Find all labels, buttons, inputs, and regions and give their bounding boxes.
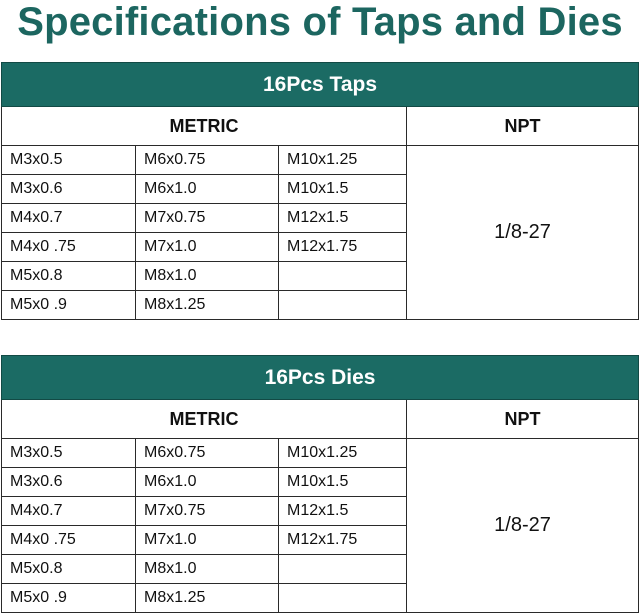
metric-size-cell: M4x0.7 bbox=[2, 204, 136, 233]
metric-header: METRIC bbox=[2, 107, 407, 146]
metric-size-cell: M8x1.0 bbox=[136, 262, 279, 291]
metric-size-cell: M7x1.0 bbox=[136, 233, 279, 262]
metric-size-cell: M4x0 .75 bbox=[2, 526, 136, 555]
metric-size-cell: M10x1.5 bbox=[279, 175, 407, 204]
empty-cell bbox=[279, 584, 407, 613]
metric-size-cell: M7x1.0 bbox=[136, 526, 279, 555]
dies-banner: 16Pcs Dies bbox=[2, 356, 639, 400]
metric-size-cell: M6x0.75 bbox=[136, 439, 279, 468]
empty-cell bbox=[279, 555, 407, 584]
metric-size-cell: M3x0.6 bbox=[2, 468, 136, 497]
metric-size-cell: M12x1.75 bbox=[279, 526, 407, 555]
metric-size-cell: M3x0.6 bbox=[2, 175, 136, 204]
metric-size-cell: M4x0 .75 bbox=[2, 233, 136, 262]
metric-size-cell: M6x1.0 bbox=[136, 468, 279, 497]
empty-cell bbox=[279, 291, 407, 320]
metric-size-cell: M12x1.5 bbox=[279, 497, 407, 526]
npt-size-cell: 1/8-27 bbox=[407, 439, 639, 613]
metric-size-cell: M6x1.0 bbox=[136, 175, 279, 204]
empty-cell bbox=[279, 262, 407, 291]
metric-size-cell: M12x1.75 bbox=[279, 233, 407, 262]
metric-size-cell: M5x0 .9 bbox=[2, 291, 136, 320]
dies-spec-table bbox=[1, 355, 639, 613]
metric-size-cell: M7x0.75 bbox=[136, 497, 279, 526]
metric-size-cell: M10x1.25 bbox=[279, 146, 407, 175]
npt-header: NPT bbox=[407, 107, 639, 146]
metric-size-cell: M10x1.5 bbox=[279, 468, 407, 497]
metric-size-cell: M4x0.7 bbox=[2, 497, 136, 526]
metric-size-cell: M8x1.25 bbox=[136, 584, 279, 613]
metric-size-cell: M12x1.5 bbox=[279, 204, 407, 233]
taps-banner: 16Pcs Taps bbox=[2, 63, 639, 107]
metric-size-cell: M5x0 .9 bbox=[2, 584, 136, 613]
page-title: Specifications of Taps and Dies bbox=[17, 0, 623, 44]
metric-size-cell: M10x1.25 bbox=[279, 439, 407, 468]
metric-size-cell: M6x0.75 bbox=[136, 146, 279, 175]
metric-size-cell: M8x1.25 bbox=[136, 291, 279, 320]
metric-size-cell: M3x0.5 bbox=[2, 439, 136, 468]
metric-size-cell: M7x0.75 bbox=[136, 204, 279, 233]
metric-size-cell: M5x0.8 bbox=[2, 262, 136, 291]
metric-size-cell: M8x1.0 bbox=[136, 555, 279, 584]
metric-header: METRIC bbox=[2, 400, 407, 439]
metric-size-cell: M5x0.8 bbox=[2, 555, 136, 584]
taps-spec-table bbox=[1, 62, 639, 320]
npt-size-cell: 1/8-27 bbox=[407, 146, 639, 320]
metric-size-cell: M3x0.5 bbox=[2, 146, 136, 175]
npt-header: NPT bbox=[407, 400, 639, 439]
